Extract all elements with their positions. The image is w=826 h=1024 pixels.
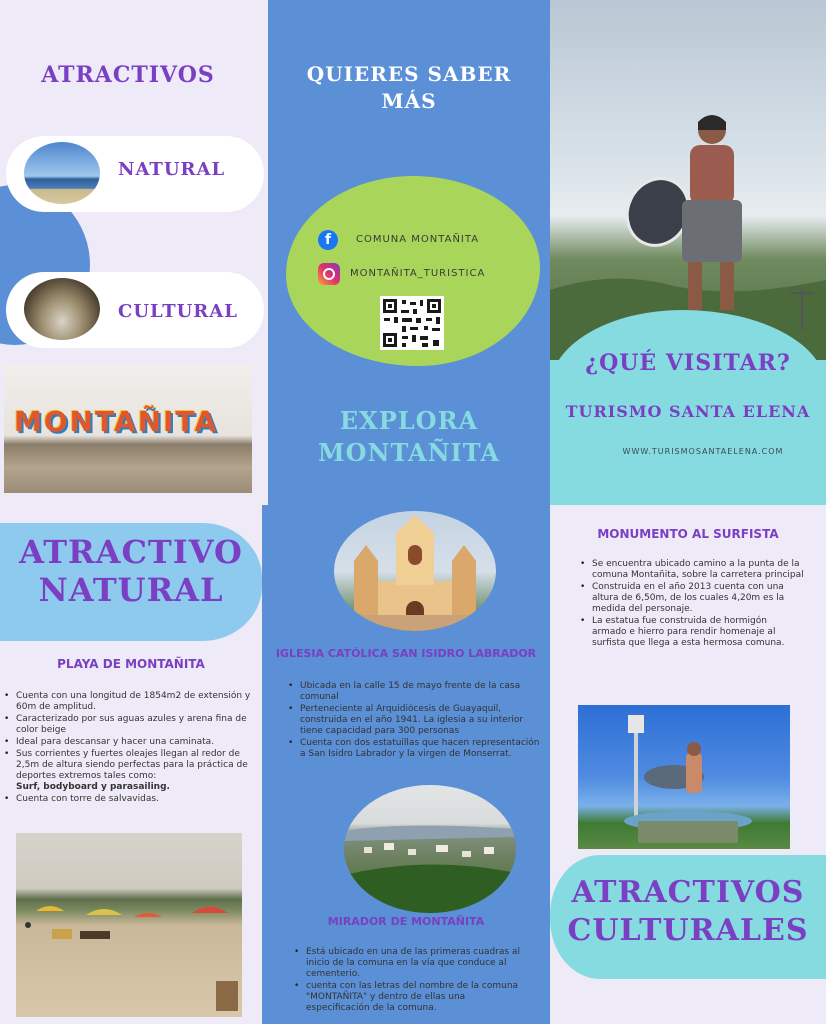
banner-line2: NATURAL bbox=[38, 571, 224, 609]
panel-iglesia-mirador bbox=[262, 505, 550, 1024]
panel3-title: ¿QUÉ VISITAR? bbox=[585, 350, 791, 376]
panel3-website[interactable]: WWW.TURISMOSANTAELENA.COM bbox=[622, 447, 784, 456]
list-item: • Construida en el año 2013 cuenta con una altura de 6,50m, de los cuales 4,20m es la medida del personaje. bbox=[578, 582, 804, 615]
list-item: • Perteneciente al Arquidiócesis de Guayaquil, construida en el año 1941. La iglesia a su interior tiene capacidad para 300 personas bbox=[286, 704, 544, 737]
sign-letters: MONTAÑITA bbox=[14, 405, 219, 438]
panel1-title: ATRACTIVOS bbox=[41, 62, 215, 88]
list-item: • Cuenta con dos estatuillas que hacen representación a San Isidro Labrador y la virgen de Monserrat. bbox=[286, 738, 544, 760]
beach-heading: PLAYA DE MONTAÑITA bbox=[57, 657, 205, 671]
cultural-pill[interactable] bbox=[6, 272, 264, 348]
list-item: • Se encuentra ubicado camino a la punta de la comuna Montañita, sobre la carretera principal bbox=[578, 559, 804, 581]
banner-line1: ATRACTIVO bbox=[19, 533, 243, 571]
monument-bullet-list bbox=[578, 559, 804, 650]
panel2-footer-line2: MONTAÑITA bbox=[318, 438, 500, 467]
cultural-label: CULTURAL bbox=[118, 301, 238, 322]
mirador-bullet-list bbox=[292, 947, 526, 1015]
list-item: • Caracterizado por sus aguas azules y arena fina de color beige bbox=[2, 714, 260, 736]
culturales-line2: CULTURALES bbox=[567, 913, 809, 948]
beach-thumbnail bbox=[24, 142, 100, 204]
culturales-line1: ATRACTIVOS bbox=[571, 875, 805, 910]
church-interior-thumbnail bbox=[24, 278, 100, 340]
qr-code-icon[interactable] bbox=[380, 296, 444, 350]
panel2-title-line1: QUIERES SABER bbox=[306, 62, 512, 86]
natural-label: NATURAL bbox=[118, 159, 226, 180]
list-item: • Cuenta con torre de salvavidas. bbox=[2, 794, 260, 805]
church-photo bbox=[334, 511, 496, 631]
panel-atractivos bbox=[0, 0, 268, 505]
list-item: • Ubicada en la calle 15 de mayo frente de la casa comunal bbox=[286, 681, 544, 703]
monument-heading: MONUMENTO AL SURFISTA bbox=[597, 527, 779, 541]
mirador-photo bbox=[344, 785, 516, 913]
panel3-subtitle: TURISMO SANTA ELENA bbox=[565, 402, 811, 421]
panel-monumento-surfista bbox=[550, 505, 826, 1024]
sports-bold-line: Surf, bodyboard y parasailing. bbox=[16, 782, 170, 792]
montanita-sign-photo bbox=[4, 365, 252, 493]
natural-pill[interactable] bbox=[6, 136, 264, 212]
list-item: • Sus corrientes y fuertes oleajes llegan al redor de 2,5m de altura siendo perfectas para la práctica de deportes extremos tales como: Surf, bodyboard y parasailing. bbox=[2, 749, 260, 793]
panel-quieres-saber bbox=[268, 0, 550, 505]
panel-atractivo-natural bbox=[0, 505, 262, 1024]
surfer-monument-photo bbox=[578, 705, 790, 849]
instagram-label: MONTAÑITA_TURISTICA bbox=[350, 268, 486, 279]
surfer-statue-photo bbox=[550, 0, 826, 360]
beach-photo bbox=[16, 833, 242, 1017]
facebook-label: COMUNA MONTAÑITA bbox=[356, 234, 480, 245]
list-item: • cuenta con las letras del nombre de la comuna "MONTAÑITA" y dentro de ellas una especificación de la comuna. bbox=[292, 981, 526, 1014]
panel2-title-line2: MÁS bbox=[381, 89, 437, 113]
list-item: • Está ubicado en una de las primeras cuadras al inicio de la comuna en la vía que conduce al cementerio. bbox=[292, 947, 526, 980]
mirador-heading: MIRADOR DE MONTAÑITA bbox=[327, 915, 485, 928]
church-bullet-list bbox=[286, 681, 544, 761]
church-heading: IGLESIA CATÓLICA SAN ISIDRO LABRADOR bbox=[275, 647, 537, 660]
beach-bullet-list bbox=[2, 691, 260, 806]
list-item: • Cuenta con una longitud de 1854m2 de extensión y 60m de amplitud. bbox=[2, 691, 260, 713]
instagram-icon bbox=[318, 263, 340, 285]
facebook-icon: f bbox=[318, 230, 338, 250]
list-item: • Ideal para descansar y hacer una caminata. bbox=[2, 737, 260, 748]
list-item: • La estatua fue construida de hormigón armado e hierro para rendir homenaje al surfista que llega a esta hermosa comuna. bbox=[578, 616, 804, 649]
panel2-footer-line1: EXPLORA bbox=[339, 406, 479, 435]
panel-que-visitar bbox=[550, 0, 826, 505]
